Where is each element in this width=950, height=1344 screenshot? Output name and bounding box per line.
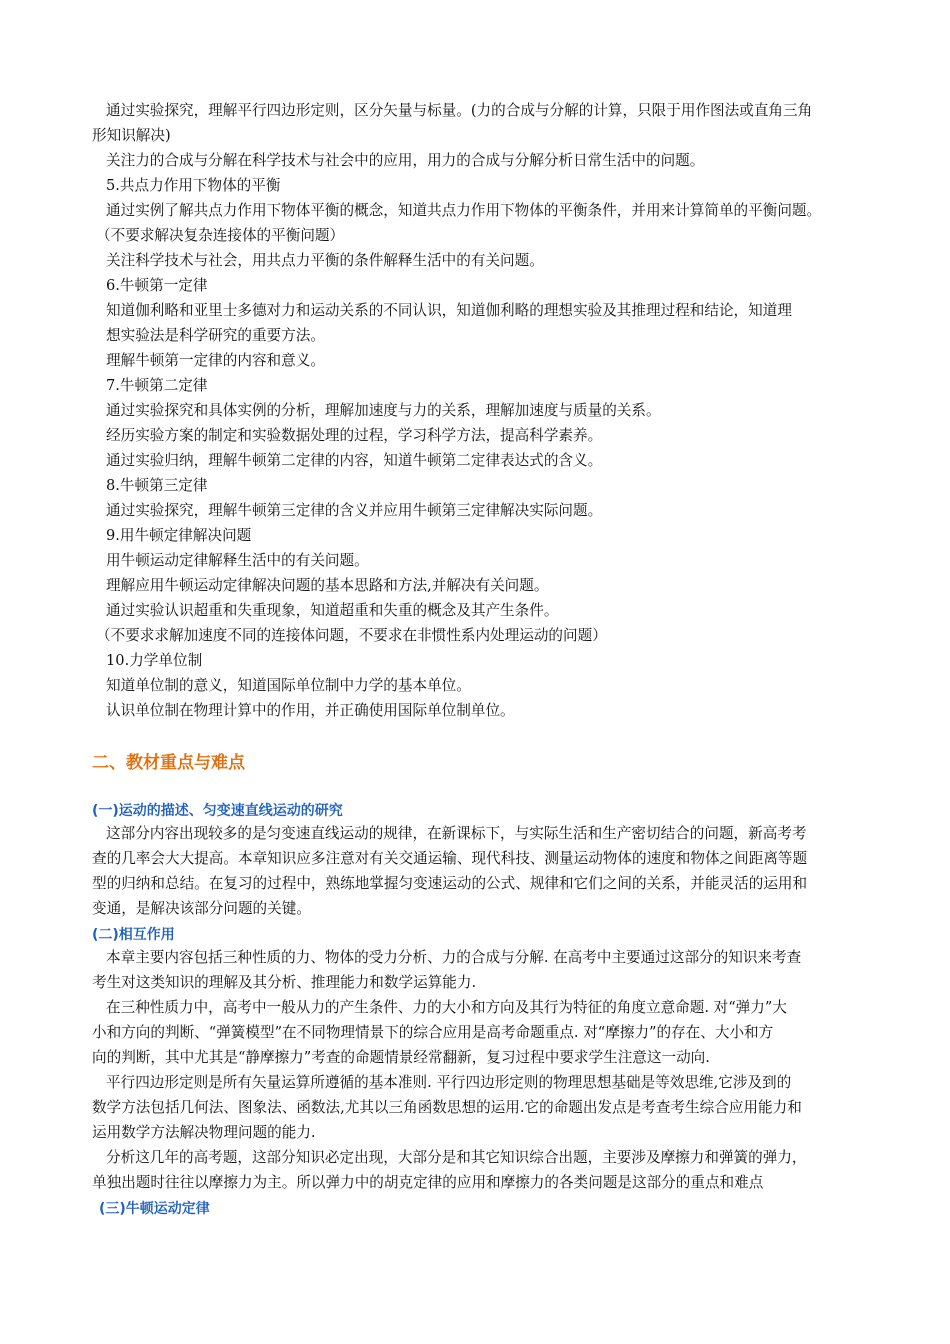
paragraph-line: 关注科学技术与社会，用共点力平衡的条件解释生活中的有关问题。 — [106, 252, 544, 269]
paragraph-line: 通过实验探究和具体实例的分析，理解加速度与力的关系，理解加速度与质量的关系。 — [106, 402, 661, 419]
paragraph-line: 通过实验探究，理解牛顿第三定律的含义并应用牛顿第三定律解决实际问题。 — [106, 502, 603, 519]
paragraph-line: 通过实验认识超重和失重现象，知道超重和失重的概念及其产生条件。 — [106, 602, 559, 619]
subheading: 9.用牛顿定律解决问题 — [106, 527, 252, 544]
subheading: 6.牛顿第一定律 — [106, 277, 208, 294]
paragraph-line: 理解应用牛顿运动定律解决问题的基本思路和方法,并解决有关问题。 — [106, 577, 549, 594]
section-subheading: (三)牛顿运动定律 — [99, 1201, 210, 1217]
paragraph-line: 平行四边形定则是所有矢量运算所遵循的基本准则. 平行四边形定则的物理思想基础是等效思维,它涉及到的 — [106, 1074, 792, 1091]
paragraph-line: （不要求解决复杂连接体的平衡问题） — [96, 227, 345, 244]
paragraph-line: 这部分内容出现较多的是匀变速直线运动的规律，在新课标下，与实际生活和生产密切结合的问题，新高考考 — [106, 825, 807, 842]
paragraph-line: 单独出题时往往以摩擦力为主。所以弹力中的胡克定律的应用和摩擦力的各类问题是这部分的重点和难点 — [92, 1174, 764, 1191]
paragraph-line: 认识单位制在物理计算中的作用，并正确使用国际单位制单位。 — [106, 702, 515, 719]
paragraph-line: 运用数学方法解决物理问题的能力. — [92, 1124, 316, 1141]
subheading: 7.牛顿第二定律 — [106, 377, 208, 394]
paragraph-line: 通过实例了解共点力作用下物体平衡的概念，知道共点力作用下物体的平衡条件，并用来计算简单的平衡问题。 — [106, 202, 822, 219]
paragraph-line: 形知识解决) — [92, 127, 171, 144]
paragraph-line: 小和方向的判断、“弹簧模型”在不同物理情景下的综合应用是高考命题重点. 对“摩擦力”的存在、大小和方 — [92, 1024, 774, 1041]
subheading: 8.牛顿第三定律 — [106, 477, 208, 494]
paragraph-line: 知道单位制的意义，知道国际单位制中力学的基本单位。 — [106, 677, 471, 694]
paragraph-line: 变通，是解决该部分问题的关键。 — [92, 900, 311, 917]
paragraph-line: 分析这几年的高考题，这部分知识必定出现，大部分是和其它知识综合出题，主要涉及摩擦力和弹簧的弹力， — [106, 1149, 807, 1166]
paragraph-line: （不要求求解加速度不同的连接体问题，不要求在非惯性系内处理运动的问题） — [96, 627, 607, 644]
section-subheading: (二)相互作用 — [92, 927, 175, 943]
subheading: 10.力学单位制 — [106, 652, 203, 669]
paragraph-line: 用牛顿运动定律解释生活中的有关问题。 — [106, 552, 369, 569]
paragraph-line: 查的几率会大大提高。本章知识应多注意对有关交通运输、现代科技、测量运动物体的速度和物体之间距离等题 — [92, 850, 808, 867]
section-subheading: (一)运动的描述、匀变速直线运动的研究 — [92, 803, 343, 819]
paragraph-line: 向的判断，其中尤其是“静摩擦力”考查的命题情景经常翻新，复习过程中要求学生注意这一动向. — [92, 1049, 710, 1066]
paragraph-line: 本章主要内容包括三种性质的力、物体的受力分析、力的合成与分解. 在高考中主要通过这部分的知识来考查 — [106, 949, 802, 966]
paragraph-line: 知道伽利略和亚里士多德对力和运动关系的不同认识，知道伽利略的理想实验及其推理过程和结论，知道理 — [106, 302, 792, 319]
paragraph-line: 经历实验方案的制定和实验数据处理的过程，学习科学方法，提高科学素养。 — [106, 427, 603, 444]
paragraph-line: 通过实验探究，理解平行四边形定则，区分矢量与标量。(力的合成与分解的计算，只限于用作图法或直角三角 — [106, 102, 813, 119]
paragraph-line: 型的归纳和总结。在复习的过程中，熟练地掌握匀变速运动的公式、规律和它们之间的关系，并能灵活的运用和 — [92, 875, 808, 892]
paragraph-line: 关注力的合成与分解在科学技术与社会中的应用，用力的合成与分解分析日常生活中的问题。 — [106, 152, 705, 169]
paragraph-line: 想实验法是科学研究的重要方法。 — [106, 327, 325, 344]
section-heading: 二、教材重点与难点 — [92, 753, 245, 773]
paragraph-line: 在三种性质力中，高考中一般从力的产生条件、力的大小和方向及其行为特征的角度立意命题. 对“弹力”大 — [106, 999, 787, 1016]
subheading: 5.共点力作用下物体的平衡 — [106, 177, 281, 194]
paragraph-line: 数学方法包括几何法、图象法、函数法,尤其以三角函数思想的运用.它的命题出发点是考查考生综合应用能力和 — [92, 1099, 802, 1116]
paragraph-line: 理解牛顿第一定律的内容和意义。 — [106, 352, 325, 369]
paragraph-line: 通过实验归纳，理解牛顿第二定律的内容，知道牛顿第二定律表达式的含义。 — [106, 452, 603, 469]
paragraph-line: 考生对这类知识的理解及其分析、推理能力和数学运算能力. — [92, 974, 477, 991]
